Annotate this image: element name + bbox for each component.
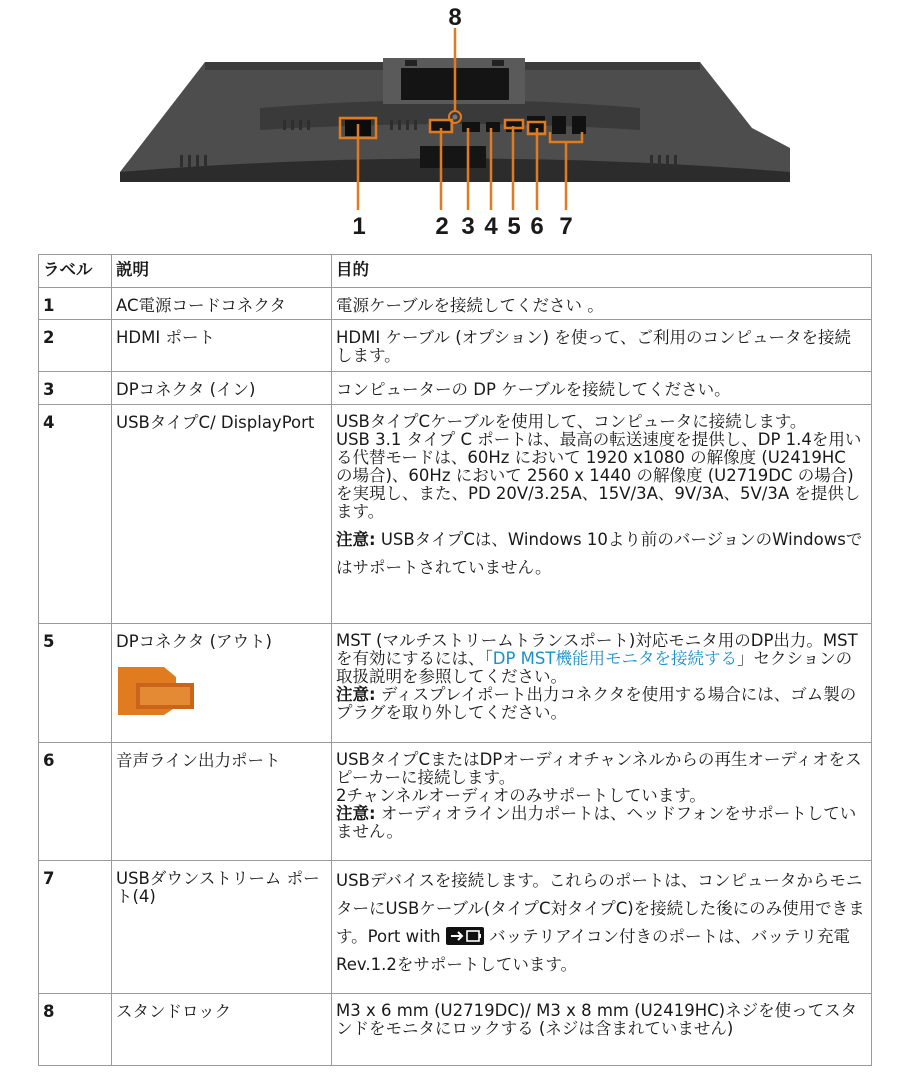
callout-6: 6 [530,213,544,240]
row-label: 8 [39,994,112,1066]
row-name: DPコネクタ (イン) [112,372,332,405]
note-label: 注意: [336,804,376,823]
table-row [39,405,872,624]
callout-1: 1 [352,213,366,240]
header-description: 説明 [112,255,332,288]
row-name: USBタイプC/ DisplayPort [112,405,332,624]
dp-plug-icon [116,663,196,719]
note-label: 注意: [336,685,376,704]
callout-7: 7 [559,213,573,240]
row-purpose: HDMI ケーブル (オプション) を使って、ご利用のコンピュータを接続します。 [332,320,872,372]
table-row [39,994,872,1066]
row-purpose: USBデバイスを接続します。これらのポートは、コンピュータからモニターにUSBケーブル(タイプC対タイプC)を接続した後にのみ使用できます。Port with バッテリアイコン付きのポートは、バッテリ充電Rev.1.2をサポートしています。 [332,861,872,994]
callout-3: 3 [461,213,475,240]
row-purpose: M3 x 6 mm (U2719DC)/ M3 x 8 mm (U2419HC)ネジを使ってスタンドをモニタにロックする (ネジは含まれていません) [332,994,872,1066]
row-label: 7 [39,861,112,994]
row-purpose: USBタイプCまたはDPオーディオチャンネルからの再生オーディオをスピーカーに接続します。 2チャンネルオーディオのみサポートしています。 注意: オーディオライン出力ポートは、ヘッドフォンをサポートしていません。 [332,743,872,861]
callout-2: 2 [435,213,449,240]
table-row [39,288,872,320]
row-name: DPコネクタ (アウト) [112,624,332,743]
row-name: HDMI ポート [112,320,332,372]
table-row [39,624,872,743]
header-label: ラベル [39,255,112,288]
callout-4: 4 [484,213,498,240]
table-row [39,372,872,405]
table-row [39,861,872,994]
row-name: 音声ライン出力ポート [112,743,332,861]
row-purpose: USBタイプCケーブルを使用して、コンピュータに接続します。 USB 3.1 タイプ C ポートは、最高の転送速度を提供し、DP 1.4を用いる代替モードは、60Hz において 1920 x1080 の解像度 (U2419HC の場合)、60Hz において 2560 x 1440 の解像度 (U2719DC の場合) を実現し、また、PD 20V/3.25A、15V/3A、9V/3A、5V/3A を提供します。 注意: USBタイプCは、Windows 10より前のバージョンのWindowsではサポートされていません。 [332,405,872,624]
table-header-row [39,255,872,288]
table-row [39,743,872,861]
row-label: 1 [39,288,112,320]
header-purpose: 目的 [332,255,872,288]
row-label: 6 [39,743,112,861]
ports-table [38,254,872,1066]
row-label: 5 [39,624,112,743]
monitor-bottom-illustration [0,0,897,250]
callout-8: 8 [448,4,462,31]
battery-usb-icon [446,927,484,945]
row-purpose: MST (マルチストリームトランスポート)対応モニタ用のDP出力。MSTを有効にするには、「DP MST機能用モニタを接続する」セクションの取扱説明を参照してください。 注意: ディスプレイポート出力コネクタを使用する場合には、ゴム製のプラグを取り外してください。 [332,624,872,743]
row-name: スタンドロック [112,994,332,1066]
callout-5: 5 [507,213,521,240]
row-name: USBダウンストリーム ポート(4) [112,861,332,994]
row-purpose: コンピューターの DP ケーブルを接続してください。 [332,372,872,405]
row-label: 4 [39,405,112,624]
row-label: 3 [39,372,112,405]
row-purpose: 電源ケーブルを接続してください 。 [332,288,872,320]
note-label: 注意: [336,530,376,549]
row-label: 2 [39,320,112,372]
dp-mst-link[interactable]: DP MST機能用モニタを接続する [492,649,737,668]
row-name: AC電源コードコネクタ [112,288,332,320]
table-row [39,320,872,372]
